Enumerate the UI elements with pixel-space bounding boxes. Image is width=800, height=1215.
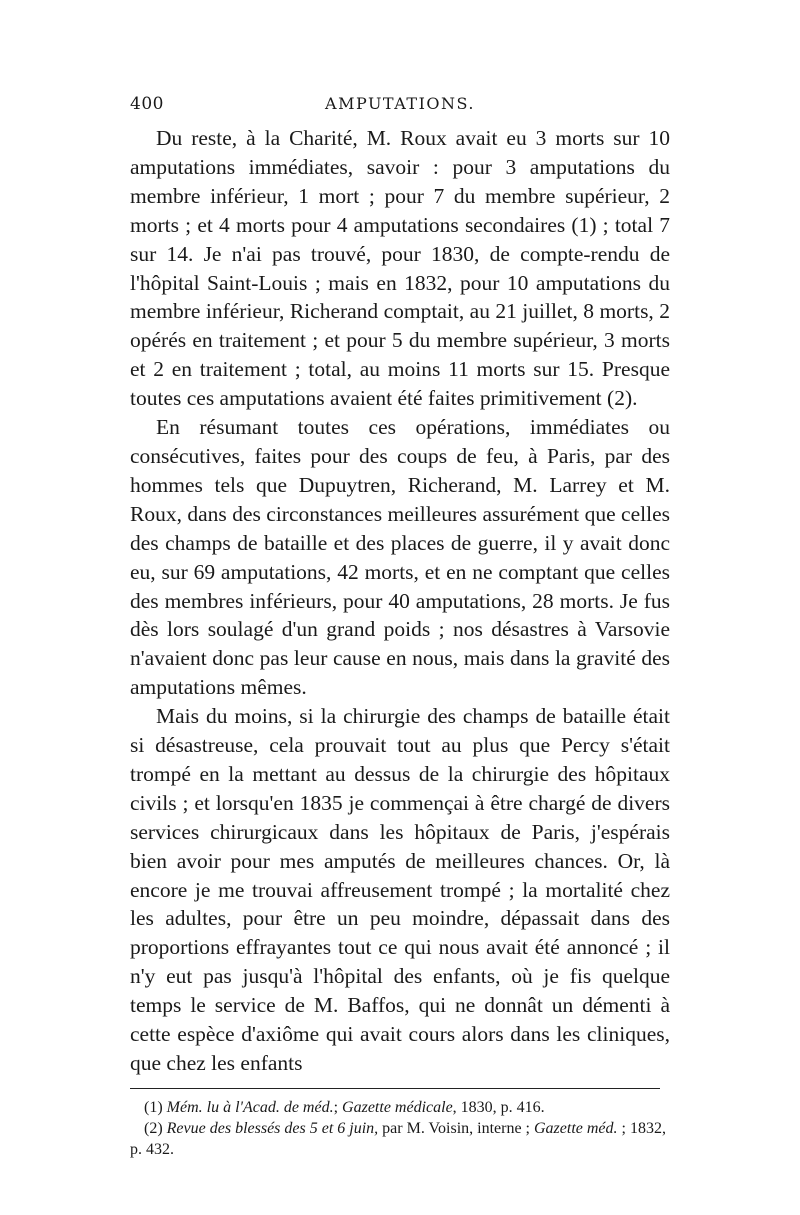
footnote-rule <box>130 1088 660 1089</box>
footnote-1-marker: (1) <box>144 1098 163 1116</box>
footnote-2-author: par M. Voisin, interne ; <box>378 1119 530 1137</box>
paragraph-2: En résumant toutes ces opérations, immédiates ou consécutives, faites pour des coups de feu, à Paris, par des hommes tels que Dupuytren, Richerand, M. Larrey et M. Roux, dans des circonstances meilleures assurément que celles des champs de bataille et des places de guerre, il y avait donc eu, sur 69 amputations, 42 morts, et en ne comptant que celles des membres inférieurs, pour 40 amputations, 28 morts. Je fus dès lors soulagé d'un grand poids ; nos désastres à Varsovie n'avaient donc pas leur cause en nous, mais dans la gravité des amputations mêmes. <box>130 415 670 700</box>
footnote-2 <box>130 1118 670 1160</box>
paragraph-3: Mais du moins, si la chirurgie des champs de bataille était si désastreuse, cela prouvait tout au plus que Percy s'était trompé en la mettant au dessus de la chirurgie des hôpitaux civils ; et lorsqu'en 1835 je commençai à être chargé de divers services chirurgicaux dans les hôpitaux de Paris, j'espérais bien avoir pour mes amputés de meilleures chances. Or, là encore je me trouvai affreusement trompé ; la mortalité chez les adultes, pour être un peu moindre, dépassait dans des proportions effrayantes tout ce qui nous avait été annoncé ; il n'y eut pas jusqu'à l'hôpital des enfants, où je fis quelque temps le service de M. Baffos, qui ne donnât un démenti à cette espèce d'axiôme qui avait cours alors dans les cliniques, que chez les enfants <box>130 704 670 1075</box>
footnote-2-reference: ; 1832, p. 432. <box>130 1119 666 1158</box>
footnote-2-journal: Gazette méd. <box>534 1119 618 1137</box>
footnote-2-marker: (2) <box>144 1119 163 1137</box>
footnotes <box>130 1097 670 1160</box>
footnote-1-separator: ; <box>333 1098 339 1116</box>
paragraph-1: Du reste, à la Charité, M. Roux avait eu 3 morts sur 10 amputations immédiates, savoir : pour 3 amputations du membre inférieur, 1 mort ; pour 7 du membre supérieur, 2 morts ; et 4 morts pour 4 amputations secondaires (1) ; total 7 sur 14. Je n'ai pas trouvé, pour 1830, de compte-rendu de l'hôpital Saint-Louis ; mais en 1832, pour 10 amputations du membre inférieur, Richerand comptait, au 21 juillet, 8 morts, 2 opérés en traitement ; et pour 5 du membre supérieur, 3 morts et 2 en traitement ; total, au moins 11 morts sur 15. Presque toutes ces amputations avaient été faites primitivement (2). <box>130 126 670 411</box>
footnote-1 <box>130 1097 670 1118</box>
running-head <box>130 90 670 118</box>
footnote-1-journal: Gazette médicale <box>342 1098 453 1116</box>
running-title: AMPUTATIONS. <box>325 94 475 113</box>
body-text <box>130 124 670 1078</box>
footnote-2-source: Revue des blessés des 5 et 6 juin, <box>166 1119 379 1137</box>
book-page <box>130 90 670 1158</box>
footnote-1-source: Mém. lu à l'Acad. de méd. <box>166 1098 334 1116</box>
page-number: 400 <box>130 94 164 114</box>
footnote-1-reference: , 1830, p. 416. <box>452 1098 545 1116</box>
